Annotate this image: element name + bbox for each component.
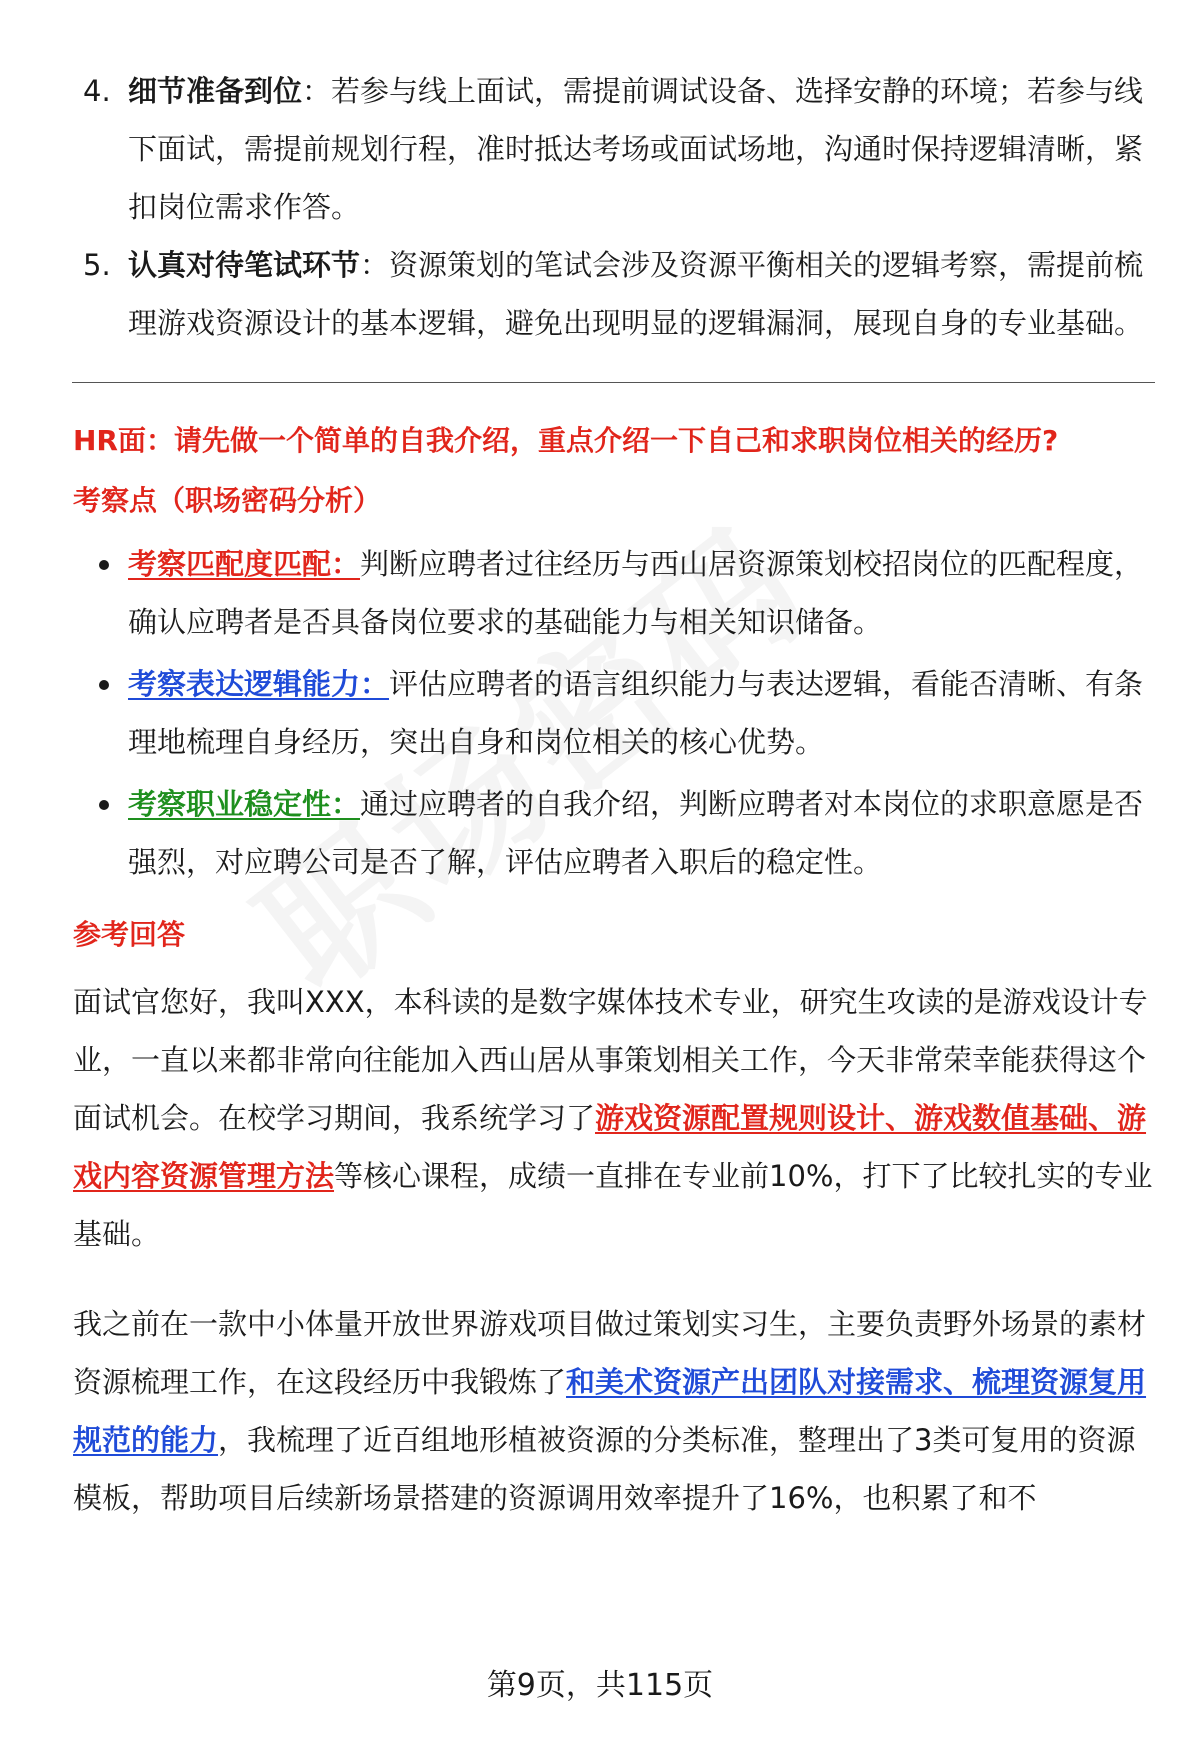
highlight-text: 游戏资源配置规则设计、游戏数值基础、游戏内容资源管理方法: [73, 1101, 1147, 1193]
paragraph-text: 我之前在一款中小体量开放世界游戏项目做过策划实习生，主要负责野外场景的素材资源梳理工作，在这段经历中我锻炼了: [73, 1307, 1147, 1399]
bullet-keyword: 考察表达逻辑能力：: [128, 667, 390, 701]
paragraph-text: 等核心课程，成绩一直排在专业前10%，打下了比较扎实的专业基础。: [73, 1159, 1153, 1251]
analysis-bullet: [73, 535, 1153, 651]
bullet-text: 判断应聘者过往经历与西山居资源策划校招岗位的匹配程度，确认应聘者是否具备岗位要求的基础能力与相关知识储备。: [128, 547, 1144, 639]
answer-paragraph: [73, 973, 1153, 1263]
bullet-dot: [99, 560, 109, 570]
item-text: ：资源策划的笔试会涉及资源平衡相关的逻辑考察，需提前梳理游戏资源设计的基本逻辑，避免出现明显的逻辑漏洞，展现自身的专业基础。: [128, 248, 1144, 340]
interview-question: HR面：请先做一个简单的自我介绍，重点介绍一下自己和求职岗位相关的经历?: [73, 424, 1059, 457]
bullet-dot: [99, 680, 109, 690]
item-number: 4.: [83, 74, 111, 108]
answer-title: 参考回答: [73, 918, 186, 951]
analysis-bullet: [73, 775, 1153, 891]
paragraph-gap: [73, 1263, 1153, 1287]
analysis-title: 考察点（职场密码分析）: [73, 484, 382, 517]
list-item: [73, 236, 1153, 352]
bullet-keyword: 考察匹配度匹配：: [128, 547, 361, 581]
bullet-keyword: 考察职业稳定性：: [128, 787, 361, 821]
analysis-bullet: [73, 655, 1153, 771]
item-title: 认真对待笔试环节: [128, 248, 361, 282]
bullet-text: 评估应聘者的语言组织能力与表达逻辑，看能否清晰、有条理地梳理自身经历，突出自身和岗位相关的核心优势。: [128, 667, 1144, 759]
paragraph-text: 面试官您好，我叫XXX，本科读的是数字媒体技术专业，研究生攻读的是游戏设计专业，一直以来都非常向往能加入西山居从事策划相关工作，今天非常荣幸能获得这个面试机会。在校学习期间，我系统学习了: [73, 985, 1148, 1135]
item-number: 5.: [83, 248, 111, 282]
paragraph-text: ，我梳理了近百组地形植被资源的分类标准，整理出了3类可复用的资源模板，帮助项目后续新场景搭建的资源调用效率提升了16%，也积累了和不: [73, 1423, 1136, 1515]
document-page: [73, 62, 1153, 1527]
bullet-text: 通过应聘者的自我介绍，判断应聘者对本岗位的求职意愿是否强烈，对应聘公司是否了解，评估应聘者入职后的稳定性。: [128, 787, 1144, 879]
item-text: ：若参与线上面试，需提前调试设备、选择安静的环境；若参与线下面试，需提前规划行程，准时抵达考场或面试场地，沟通时保持逻辑清晰，紧扣岗位需求作答。: [128, 74, 1144, 224]
bullet-dot: [99, 800, 109, 810]
list-item: [73, 62, 1153, 236]
answer-paragraph: [73, 1295, 1153, 1527]
item-title: 细节准备到位: [128, 74, 303, 108]
highlight-text: 和美术资源产出团队对接需求、梳理资源复用规范的能力: [73, 1365, 1147, 1457]
section-divider: [72, 382, 1155, 383]
page-footer: 第9页，共115页: [486, 1668, 714, 1703]
